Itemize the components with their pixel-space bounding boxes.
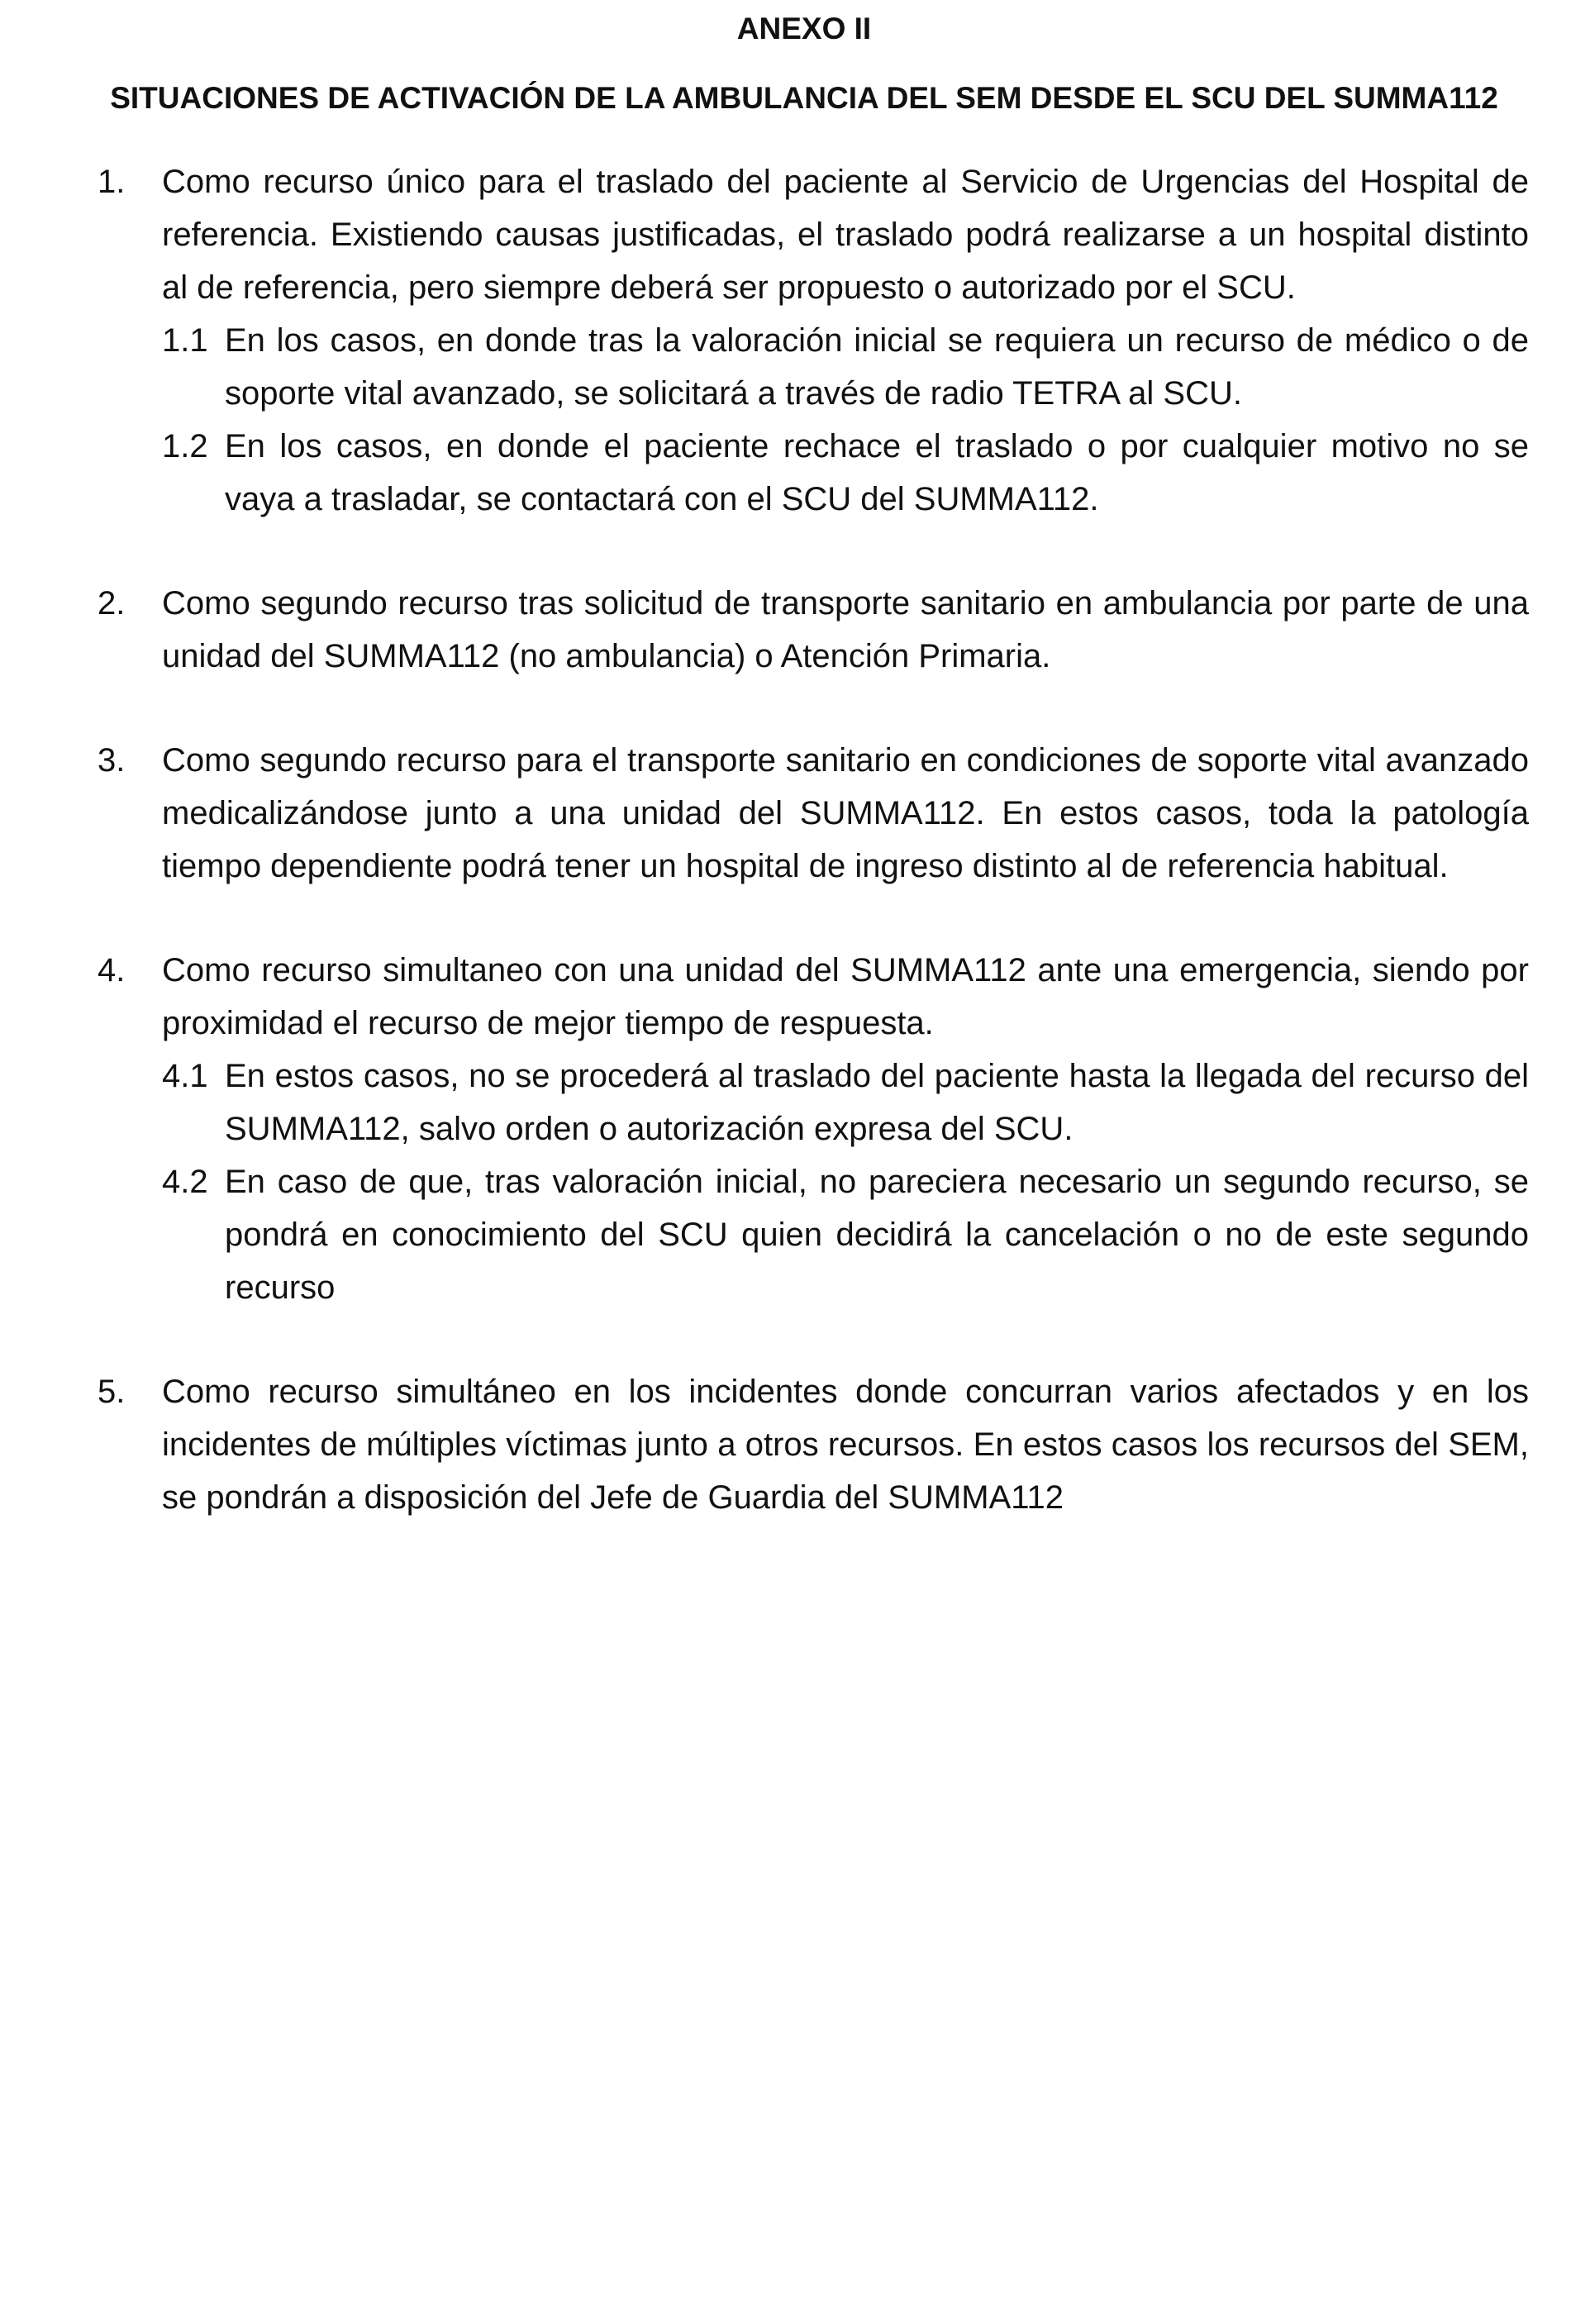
sub-item-number: 4.2 <box>162 1164 208 1200</box>
sub-item-text: En los casos, en donde tras la valoración inicial se requiera un recurso de médico o de soporte vital avanzado, se solicitará a través de radio TETRA al SCU. <box>225 322 1529 412</box>
sub-item-number: 1.2 <box>162 428 208 464</box>
activation-list <box>79 155 1529 1524</box>
list-item-text: Como segundo recurso para el transporte sanitario en condiciones de soporte vital avanzado medicalizándose junto a una unidad del SUMMA112. En estos casos, toda la patología tiempo dependiente podrá tener un hospital de ingreso distinto al de referencia habitual. <box>162 742 1529 884</box>
list-item-1 <box>79 155 1529 526</box>
sub-list <box>162 1050 1529 1314</box>
list-item-text: Como recurso único para el traslado del paciente al Servicio de Urgencias del Hospital de referencia. Existiendo causas justificadas, el traslado podrá realizarse a un hospital distinto al de referencia, pero siempre deberá ser propuesto o autorizado por el SCU. <box>162 164 1529 306</box>
sub-item-4-2 <box>162 1155 1529 1314</box>
list-item-2 <box>79 577 1529 683</box>
sub-item-1-1 <box>162 314 1529 420</box>
list-item-text: Como recurso simultaneo con una unidad del SUMMA112 ante una emergencia, siendo por proximidad el recurso de mejor tiempo de respuesta. <box>162 952 1529 1041</box>
list-item-number: 2. <box>98 585 126 621</box>
annex-heading: ANEXO II <box>736 12 872 45</box>
list-item-number: 1. <box>98 164 126 200</box>
list-item-5 <box>79 1365 1529 1524</box>
list-item-number: 5. <box>98 1374 126 1410</box>
sub-item-number: 4.1 <box>162 1058 208 1094</box>
list-item-number: 3. <box>98 742 126 779</box>
sub-item-text: En estos casos, no se procederá al traslado del paciente hasta la llegada del recurso del SUMMA112, salvo orden o autorización expresa del SCU. <box>225 1058 1529 1147</box>
sub-list <box>162 314 1529 526</box>
list-item-number: 4. <box>98 952 126 988</box>
sub-item-4-1 <box>162 1050 1529 1155</box>
sub-item-text: En caso de que, tras valoración inicial, no pareciera necesario un segundo recurso, se pondrá en conocimiento del SCU quien decidirá la cancelación o no de este segundo recurso <box>225 1164 1529 1306</box>
list-item-4 <box>79 944 1529 1314</box>
sub-item-1-2 <box>162 420 1529 526</box>
document-title: SITUACIONES DE ACTIVACIÓN DE LA AMBULANCIA DEL SEM DESDE EL SCU DEL SUMMA112 <box>110 81 1498 115</box>
list-item-3 <box>79 734 1529 893</box>
sub-item-number: 1.1 <box>162 322 208 359</box>
list-item-text: Como segundo recurso tras solicitud de transporte sanitario en ambulancia por parte de una unidad del SUMMA112 (no ambulancia) o Atención Primaria. <box>162 585 1529 674</box>
sub-item-text: En los casos, en donde el paciente rechace el traslado o por cualquier motivo no se vaya a trasladar, se contactará con el SCU del SUMMA112. <box>225 428 1529 517</box>
list-item-text: Como recurso simultáneo en los incidentes donde concurran varios afectados y en los incidentes de múltiples víctimas junto a otros recursos. En estos casos los recursos del SEM, se pondrán a disposición del Jefe de Guardia del SUMMA112 <box>162 1374 1529 1516</box>
